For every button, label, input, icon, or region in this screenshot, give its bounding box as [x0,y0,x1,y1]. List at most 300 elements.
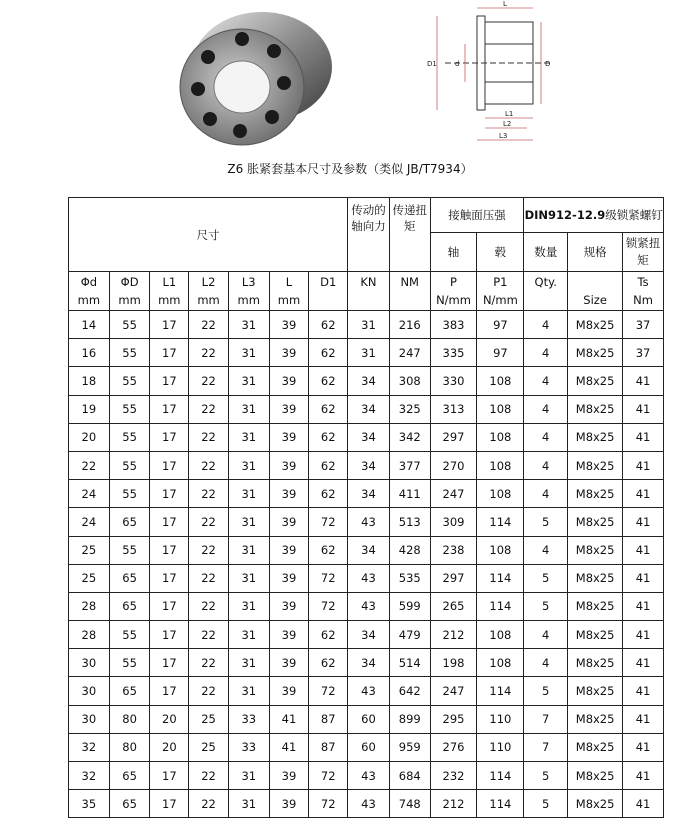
table-cell: 34 [348,423,390,451]
table-cell: 22 [189,339,229,367]
table-cell: 22 [189,677,229,705]
table-cell: 216 [389,311,430,339]
table-cell: 34 [348,451,390,479]
table-cell: 62 [309,649,348,677]
table-cell: 17 [150,311,189,339]
unit-cell-kn: KN [348,272,390,311]
table-cell: 39 [269,508,309,536]
table-cell: 62 [309,423,348,451]
table-cell: M8x25 [568,311,623,339]
table-cell: 22 [189,564,229,592]
table-cell: 41 [623,395,664,423]
table-row [69,705,664,733]
table-cell: 247 [389,339,430,367]
header-torque: 传递扭矩 [389,198,430,272]
table-cell: 265 [430,592,477,620]
table-cell: 7 [524,705,568,733]
table-cell: 55 [109,339,150,367]
table-cell: 39 [269,564,309,592]
table-cell: 4 [524,311,568,339]
table-cell: 313 [430,395,477,423]
table-cell: 17 [150,621,189,649]
table-row [69,423,664,451]
table-cell: 114 [477,592,524,620]
table-cell: 479 [389,621,430,649]
table-cell: M8x25 [568,649,623,677]
table-cell: 535 [389,564,430,592]
header-hub: 毂 [477,233,524,272]
table-cell: 24 [69,480,110,508]
table-cell: M8x25 [568,423,623,451]
table-cell: 32 [69,733,110,761]
table-cell: 72 [309,592,348,620]
table-cell: 308 [389,367,430,395]
table-cell: 4 [524,395,568,423]
table-cell: 41 [623,592,664,620]
table-cell: 295 [430,705,477,733]
table-cell: 114 [477,508,524,536]
table-row [69,508,664,536]
table-cell: 39 [269,451,309,479]
table-cell: 31 [228,423,269,451]
svg-text:L: L [503,0,507,8]
table-cell: 16 [69,339,110,367]
table-row [69,480,664,508]
table-cell: 72 [309,762,348,790]
table-cell: 41 [269,705,309,733]
table-row [69,649,664,677]
svg-text:d: d [455,60,460,68]
table-cell: 43 [348,677,390,705]
table-cell: 19 [69,395,110,423]
table-cell: 87 [309,733,348,761]
table-cell: 114 [477,762,524,790]
unit-cell-size: Size [568,272,623,311]
table-cell: 55 [109,395,150,423]
table-cell: 599 [389,592,430,620]
table-cell: 377 [389,451,430,479]
table-cell: 212 [430,621,477,649]
table-cell: 232 [430,762,477,790]
table-cell: 28 [69,621,110,649]
table-cell: 22 [189,592,229,620]
unit-cell-l3: L3 mm [228,272,269,311]
table-cell: 411 [389,480,430,508]
table-row [69,621,664,649]
table-cell: 55 [109,423,150,451]
dimension-drawing [425,0,570,150]
table-cell: 65 [109,564,150,592]
table-cell: 22 [189,790,229,818]
table-cell: 30 [69,705,110,733]
table-cell: 108 [477,451,524,479]
table-cell: 17 [150,564,189,592]
table-cell: 108 [477,395,524,423]
table-cell: 20 [150,705,189,733]
table-cell: 31 [228,592,269,620]
table-cell: 60 [348,705,390,733]
table-cell: M8x25 [568,339,623,367]
table-cell: 17 [150,762,189,790]
table-cell: 108 [477,536,524,564]
unit-cell-d1: D1 [309,272,348,311]
table-cell: 17 [150,790,189,818]
table-cell: 62 [309,621,348,649]
table-cell: 22 [69,451,110,479]
table-cell: M8x25 [568,790,623,818]
table-cell: 55 [109,451,150,479]
table-cell: 37 [623,311,664,339]
table-cell: 4 [524,367,568,395]
table-cell: 43 [348,564,390,592]
table-cell: 41 [623,480,664,508]
table-cell: 41 [623,536,664,564]
table-cell: 39 [269,677,309,705]
table-cell: 342 [389,423,430,451]
table-cell: 297 [430,423,477,451]
table-cell: 39 [269,592,309,620]
table-cell: 4 [524,451,568,479]
table-cell: 39 [269,367,309,395]
table-cell: 17 [150,536,189,564]
table-cell: 41 [623,733,664,761]
table-cell: 39 [269,423,309,451]
table-cell: 41 [623,451,664,479]
table-cell: 87 [309,705,348,733]
table-cell: M8x25 [568,733,623,761]
table-cell: 114 [477,677,524,705]
table-cell: 31 [228,395,269,423]
table-cell: 5 [524,508,568,536]
table-cell: 39 [269,790,309,818]
table-cell: 62 [309,395,348,423]
table-cell: 30 [69,677,110,705]
units-row [69,272,664,311]
table-cell: 41 [269,733,309,761]
table-cell: 39 [269,649,309,677]
table-cell: 30 [69,649,110,677]
table-cell: 97 [477,311,524,339]
table-cell: 41 [623,762,664,790]
table-cell: 34 [348,536,390,564]
table-cell: 110 [477,705,524,733]
table-cell: 114 [477,790,524,818]
table-cell: 62 [309,451,348,479]
table-cell: 34 [348,395,390,423]
table-cell: 198 [430,649,477,677]
table-cell: 39 [269,536,309,564]
table-cell: 22 [189,649,229,677]
table-cell: 31 [228,451,269,479]
table-row [69,367,664,395]
table-cell: 43 [348,790,390,818]
table-cell: 212 [430,790,477,818]
table-row [69,564,664,592]
unit-cell-nm: NM [389,272,430,311]
table-cell: 72 [309,564,348,592]
table-cell: 62 [309,367,348,395]
table-cell: 335 [430,339,477,367]
unit-cell-l: L mm [269,272,309,311]
table-cell: 325 [389,395,430,423]
table-cell: 309 [430,508,477,536]
table-cell: 41 [623,649,664,677]
table-cell: 4 [524,649,568,677]
unit-cell-d: ΦD mm [109,272,150,311]
header-bolt: DIN912-12.9级锁紧螺钉 [524,198,664,233]
table-cell: 25 [69,536,110,564]
table-cell: 22 [189,762,229,790]
table-cell: 18 [69,367,110,395]
table-cell: 17 [150,508,189,536]
header-shaft: 轴 [430,233,477,272]
table-cell: 14 [69,311,110,339]
table-cell: 33 [228,733,269,761]
table-cell: M8x25 [568,480,623,508]
unit-cell-p: P N/mm [430,272,477,311]
table-cell: M8x25 [568,677,623,705]
table-cell: 28 [69,592,110,620]
table-cell: 65 [109,677,150,705]
table-cell: 25 [189,733,229,761]
table-cell: 4 [524,621,568,649]
spec-table [68,197,664,818]
table-cell: 748 [389,790,430,818]
table-cell: 41 [623,677,664,705]
table-cell: 32 [69,762,110,790]
svg-text:L3: L3 [499,132,508,140]
table-cell: 34 [348,367,390,395]
svg-text:D1: D1 [427,60,437,68]
table-cell: 43 [348,592,390,620]
table-cell: 65 [109,762,150,790]
table-row [69,592,664,620]
table-cell: 31 [228,762,269,790]
table-cell: 39 [269,311,309,339]
table-cell: 5 [524,564,568,592]
table-cell: 17 [150,451,189,479]
table-cell: 80 [109,705,150,733]
table-row [69,677,664,705]
table-cell: M8x25 [568,508,623,536]
table-cell: 108 [477,480,524,508]
table-cell: 72 [309,790,348,818]
table-cell: 270 [430,451,477,479]
table-cell: 62 [309,536,348,564]
unit-cell-qty: Qty. [524,272,568,311]
table-cell: 22 [189,451,229,479]
table-cell: 43 [348,762,390,790]
table-cell: 5 [524,592,568,620]
table-cell: M8x25 [568,367,623,395]
table-cell: 4 [524,339,568,367]
table-cell: 60 [348,733,390,761]
table-cell: 31 [228,677,269,705]
unit-cell-d: Φd mm [69,272,110,311]
table-cell: 330 [430,367,477,395]
caption: Z6 胀紧套基本尺寸及参数（类似 JB/T7934） [227,162,473,176]
table-cell: 20 [69,423,110,451]
table-cell: 62 [309,339,348,367]
svg-text:L1: L1 [505,110,514,118]
table-cell: 39 [269,480,309,508]
table-cell: 114 [477,564,524,592]
unit-cell-l2: L2 mm [189,272,229,311]
table-cell: 22 [189,311,229,339]
table-cell: 108 [477,423,524,451]
table-cell: 17 [150,677,189,705]
table-cell: 31 [228,480,269,508]
table-cell: 31 [348,339,390,367]
table-cell: 41 [623,508,664,536]
table-cell: 247 [430,480,477,508]
table-cell: 24 [69,508,110,536]
table-cell: 31 [228,339,269,367]
table-cell: 22 [189,621,229,649]
table-cell: 55 [109,367,150,395]
svg-text:L2: L2 [503,120,512,128]
table-cell: 238 [430,536,477,564]
unit-cell-p1: P1 N/mm [477,272,524,311]
table-cell: 17 [150,367,189,395]
table-cell: 55 [109,621,150,649]
table-cell: M8x25 [568,395,623,423]
table-cell: 31 [228,621,269,649]
table-cell: 22 [189,480,229,508]
table-cell: 684 [389,762,430,790]
table-cell: 31 [228,564,269,592]
table-row [69,536,664,564]
table-cell: 41 [623,705,664,733]
table-row [69,790,664,818]
header-spec: 规格 [568,233,623,272]
table-cell: 34 [348,480,390,508]
table-cell: 22 [189,508,229,536]
table-cell: 5 [524,762,568,790]
header-dimensions: 尺寸 [69,198,348,272]
table-row [69,451,664,479]
table-cell: M8x25 [568,536,623,564]
table-cell: 39 [269,339,309,367]
unit-cell-l1: L1 mm [150,272,189,311]
table-cell: 72 [309,508,348,536]
table-cell: 25 [189,705,229,733]
header-quantity: 数量 [524,233,568,272]
unit-cell-ts: Ts Nm [623,272,664,311]
table-cell: 31 [228,536,269,564]
table-cell: 43 [348,508,390,536]
table-cell: 55 [109,311,150,339]
table-cell: 20 [150,733,189,761]
table-cell: 31 [348,311,390,339]
table-cell: 39 [269,621,309,649]
table-cell: M8x25 [568,762,623,790]
table-cell: 33 [228,705,269,733]
table-cell: 4 [524,423,568,451]
table-cell: 62 [309,311,348,339]
table-row [69,311,664,339]
table-cell: 4 [524,480,568,508]
svg-text:D: D [545,60,551,68]
table-cell: 17 [150,395,189,423]
table-cell: 41 [623,564,664,592]
table-cell: 55 [109,649,150,677]
table-cell: 31 [228,367,269,395]
header-tightening: 锁紧扭矩 [623,233,664,272]
table-row [69,395,664,423]
table-cell: 62 [309,480,348,508]
table-cell: 41 [623,790,664,818]
product-photo [170,5,335,153]
table-cell: 22 [189,395,229,423]
table-cell: 899 [389,705,430,733]
table-cell: M8x25 [568,621,623,649]
table-cell: 513 [389,508,430,536]
table-cell: 642 [389,677,430,705]
table-cell: 514 [389,649,430,677]
table-cell: 37 [623,339,664,367]
table-cell: 383 [430,311,477,339]
table-cell: 35 [69,790,110,818]
table-cell: 31 [228,790,269,818]
table-cell: 7 [524,733,568,761]
table-cell: 22 [189,536,229,564]
table-row [69,762,664,790]
table-cell: 5 [524,677,568,705]
table-cell: 17 [150,423,189,451]
table-cell: 5 [524,790,568,818]
table-cell: 39 [269,762,309,790]
table-cell: 55 [109,480,150,508]
table-cell: 108 [477,649,524,677]
table-cell: 17 [150,339,189,367]
header-axial-force: 传动的轴向力 [348,198,390,272]
table-cell: 17 [150,480,189,508]
table-cell: 31 [228,508,269,536]
table-cell: 22 [189,423,229,451]
table-cell: M8x25 [568,451,623,479]
table-cell: M8x25 [568,705,623,733]
table-row [69,339,664,367]
table-cell: 65 [109,592,150,620]
table-cell: 39 [269,395,309,423]
table-cell: 55 [109,536,150,564]
table-cell: 4 [524,536,568,564]
table-cell: 34 [348,621,390,649]
table-cell: 31 [228,311,269,339]
table-cell: 428 [389,536,430,564]
table-row [69,733,664,761]
table-cell: 25 [69,564,110,592]
table-cell: 41 [623,423,664,451]
table-cell: M8x25 [568,564,623,592]
table-cell: 247 [430,677,477,705]
table-cell: 17 [150,649,189,677]
table-cell: M8x25 [568,592,623,620]
table-cell: 80 [109,733,150,761]
table-cell: 297 [430,564,477,592]
table-cell: 41 [623,367,664,395]
table-cell: 72 [309,677,348,705]
table-cell: 65 [109,790,150,818]
table-cell: 41 [623,621,664,649]
table-cell: 31 [228,649,269,677]
header-contact-pressure: 接触面压强 [430,198,524,233]
table-cell: 22 [189,367,229,395]
table-cell: 959 [389,733,430,761]
table-cell: 110 [477,733,524,761]
table-cell: 65 [109,508,150,536]
